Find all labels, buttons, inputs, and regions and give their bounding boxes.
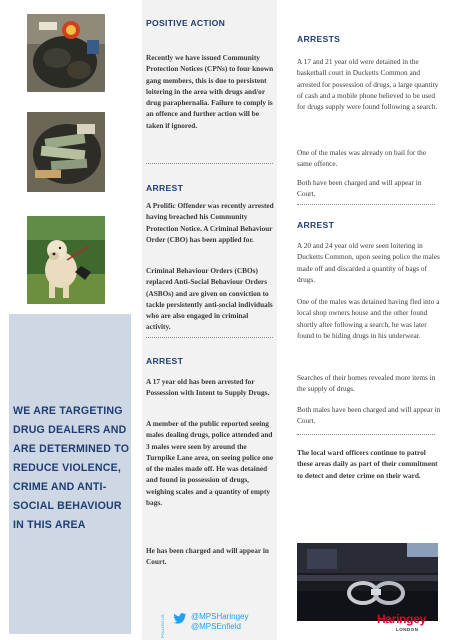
arrest-right-paragraph-3: Searches of their homes revealed more items in the supply of drugs. [297, 373, 436, 394]
social-links [162, 610, 282, 640]
arrest-2-paragraph-3: He has been charged and will appear in Court. [146, 546, 269, 567]
arrest-1-paragraph-1: A Prolific Offender was recently arrested having breached his Community Protection Notice. A Criminal Behaviour Order (CBO) has been applied for. [146, 201, 274, 244]
slogan-text: WE ARE TARGETING DRUG DEALERS AND ARE DETERMINED TO REDUCE VIOLENCE, CRIME AND ANTI-SOCIAL BEHAVIOUR IN THIS AREA [13, 405, 130, 531]
section-divider [297, 434, 435, 435]
arrest-heading-2: ARREST [146, 356, 184, 366]
arrests-paragraph-1: A 17 and 21 year old were detained in the basketball court in Ducketts Common and arrested for possession of drugs, a large quantity of cash and a mobile phone believed to be used for drugs supply were found following a search. [297, 57, 439, 112]
seized-items-photo [27, 14, 105, 92]
left-column [0, 0, 132, 640]
twitter-handle-enfield[interactable]: @MPSEnfield [191, 622, 241, 631]
positive-action-body: Recently we have issued Community Protection Notices (CPNs) to four known gang members, this is due to persistent loitering in the area with drugs and/or drug paraphernalia. Failure to comply is an offence and further action will be taken if ignored. [146, 53, 274, 130]
haringey-logo [377, 612, 439, 634]
positive-action-heading: POSITIVE ACTION [146, 18, 226, 28]
section-divider [146, 337, 273, 338]
section-divider [297, 204, 435, 205]
slogan-box [9, 314, 131, 634]
handcuffs-photo [297, 543, 438, 621]
follow-us-label: FOLLOW US [160, 614, 165, 638]
twitter-handle-haringey[interactable]: @MPSHaringey [191, 612, 249, 621]
arrests-paragraph-2: One of the males was already on bail for the same offence. [297, 148, 427, 169]
haringey-logo-subtext: LONDON [396, 627, 419, 632]
arrest-right-paragraph-2: One of the males was detained having fled into a local shop owners house and the other found shortly after following a search, he was later found to be hiding drugs in his underwear. [297, 297, 440, 340]
arrest-heading-1: ARREST [146, 183, 184, 193]
arrest-1-paragraph-2: Criminal Behaviour Orders (CBOs) replaced Anti-Social Behaviour Orders (ASBOs) and are given on conviction to tackle persistently anti-social individuals who are also engaged in criminal activity. [146, 266, 273, 332]
arrest-right-paragraph-4: Both males have been charged and will appear in Court. [297, 405, 441, 426]
arrest-2-paragraph-2: A member of the public reported seeing males dealing drugs, police attended and 3 males were seen by around the Turnpike Lane area, on seeing police one of the males made off. He was detained and found in possession of drugs, weighing scales and a quantity of empty bags. [146, 419, 274, 508]
cash-and-drugs-photo [27, 112, 105, 192]
arrest-heading-right: ARREST [297, 220, 335, 230]
arrest-right-paragraph-1: A 20 and 24 year old were seen loitering in Ducketts Common, upon seeing police the males made off and discarded a quantity of bags of drugs. [297, 241, 440, 284]
section-divider [146, 163, 273, 164]
arrests-heading: ARRESTS [297, 34, 341, 44]
middle-column [142, 0, 277, 640]
police-dog-photo [27, 216, 105, 304]
twitter-icon[interactable] [173, 613, 187, 625]
haringey-logo-text: Haringey [377, 612, 426, 626]
closing-statement: The local ward officers continue to patrol these areas daily as part of their commitment to detect and deter crime on their ward. [297, 448, 438, 480]
arrest-2-paragraph-1: A 17 year old has been arrested for Possession with Intent to Supply Drugs. [146, 377, 270, 398]
arrests-paragraph-3: Both have been charged and will appear in Court. [297, 178, 422, 199]
